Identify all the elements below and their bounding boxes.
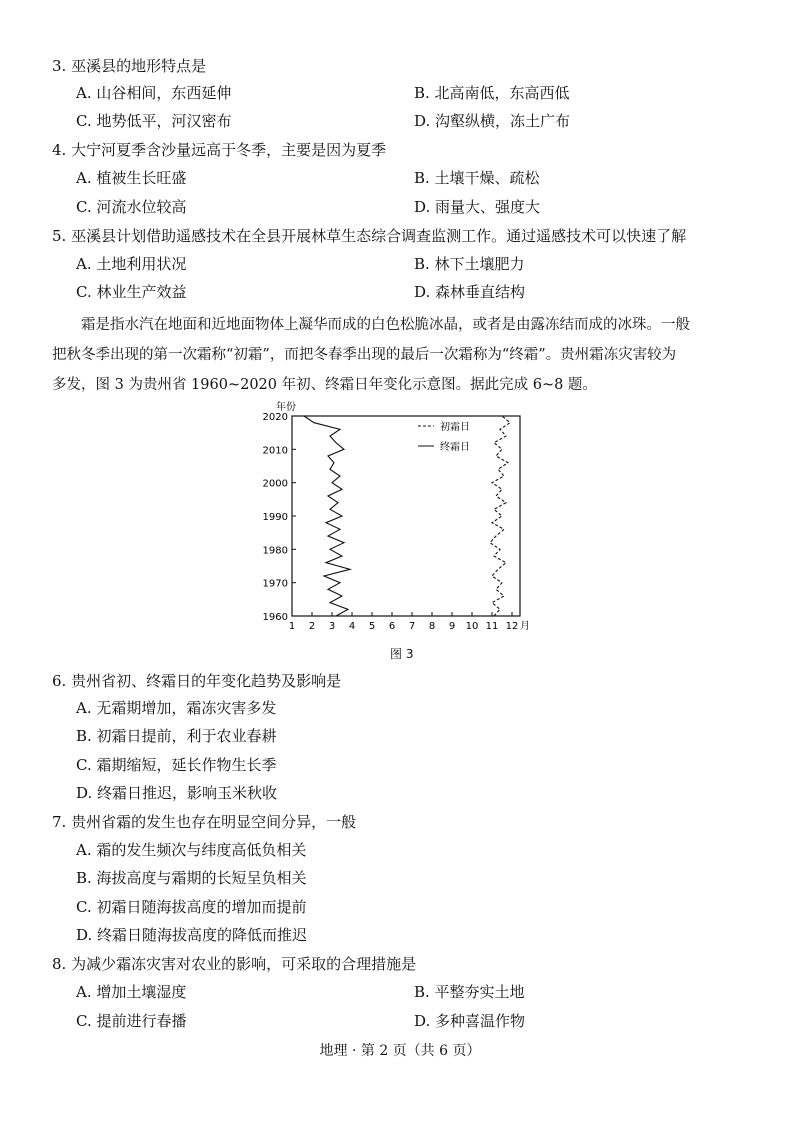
q6-option-c: C. 霜期缩短，延长作物生长季 (76, 756, 277, 774)
x-tick-label: 10 (465, 621, 479, 632)
y-tick-label: 2000 (262, 478, 288, 490)
q6-option-b: B. 初霜日提前，利于农业春耕 (76, 727, 277, 745)
q5-option-c: C. 林业生产效益 (76, 283, 187, 301)
q7-option-d: D. 终霜日随海拔高度的降低而推迟 (76, 926, 308, 944)
x-tick-label: 1 (288, 621, 296, 632)
q5-stem: 5. 巫溪县计划借助遥感技术在全县开展林草生态综合调查监测工作。通过遥感技术可以快速了解 (52, 227, 687, 245)
q8-stem: 8. 为减少霜冻灾害对农业的影响，可采取的合理措施是 (52, 955, 417, 973)
y-tick-label: 1970 (262, 578, 288, 590)
passage-line-2: 把秋冬季出现的第一次霜称“初霜”，而把冬春季出现的最后一次霜称为“终霜”。贵州霜冻灾害较为 (52, 347, 677, 363)
y-tick-label: 1990 (262, 512, 288, 523)
series-first-frost-line (490, 416, 510, 616)
q3-stem: 3. 巫溪县的地形特点是 (52, 57, 207, 75)
q8-option-b: B. 平整夯实土地 (414, 983, 525, 1001)
q8-option-d: D. 多种喜温作物 (414, 1012, 526, 1030)
y-tick-label: 1960 (262, 612, 288, 623)
q4-option-b: B. 土壤干燥、疏松 (414, 169, 540, 187)
q3-option-c: C. 地势低平，河汉密布 (76, 112, 232, 130)
legend-label-last-frost: 终霜日 (440, 442, 470, 453)
q7-option-c: C. 初霜日随海拔高度的增加而提前 (76, 898, 307, 916)
x-tick-label: 11 (485, 621, 499, 632)
passage-line-3: 多发，图 3 为贵州省 1960~2020 年初、终霜日年变化示意图。据此完成 6~8 题。 (52, 377, 597, 393)
x-tick-label: 12 (505, 621, 519, 632)
q6-stem: 6. 贵州省初、终霜日的年变化趋势及影响是 (52, 672, 342, 690)
q6-option-d: D. 终霜日推迟，影响玉米秋收 (76, 784, 278, 802)
page-footer: 地理 · 第 2 页（共 6 页） (319, 1043, 481, 1059)
q4-stem: 4. 大宁河夏季含沙量远高于冬季，主要是因为夏季 (52, 141, 387, 159)
x-tick-label: 7 (408, 621, 416, 632)
x-tick-label: 4 (348, 621, 356, 632)
q6-option-a: A. 无霜期增加，霜冻灾害多发 (76, 699, 277, 717)
legend-label-first-frost: 初霜日 (440, 422, 470, 433)
passage (52, 310, 752, 400)
q5-option-d: D. 森林垂直结构 (414, 283, 526, 301)
q5-option-a: A. 土地利用状况 (76, 255, 187, 273)
y-tick-label: 1980 (262, 545, 288, 557)
frost-chart (250, 394, 550, 634)
q3-option-b: B. 北高南低，东高西低 (414, 84, 570, 102)
y-tick-label: 2010 (262, 445, 288, 457)
q4-option-c: C. 河流水位较高 (76, 198, 187, 216)
x-tick-label: 6 (388, 621, 396, 632)
figure-caption: 图 3 (390, 647, 414, 661)
q3-option-d: D. 沟壑纵横，冻土广布 (414, 112, 571, 130)
y-axis-label: 年份 (276, 402, 296, 413)
y-tick-label: 2020 (262, 412, 288, 423)
x-tick-label: 9 (448, 621, 456, 632)
q5-option-b: B. 林下土壤肥力 (414, 255, 525, 273)
plot-frame (292, 416, 520, 616)
x-tick-label: 2 (308, 621, 316, 632)
q3-option-a: A. 山谷相间，东西延伸 (76, 84, 232, 102)
chart-svg (250, 394, 550, 634)
q4-option-a: A. 植被生长旺盛 (76, 169, 187, 187)
passage-line-1: 霜是指水汽在地面和近地面物体上凝华而成的白色松脆冰晶，或者是由露冻结而成的冰珠。一般 (81, 317, 690, 333)
q8-option-c: C. 提前进行春播 (76, 1012, 187, 1030)
series-last-frost-line (304, 416, 350, 616)
q7-stem: 7. 贵州省霜的发生也存在明显空间分异，一般 (52, 813, 357, 831)
q4-option-d: D. 雨量大、强度大 (414, 198, 541, 216)
q7-option-b: B. 海拔高度与霜期的长短呈负相关 (76, 869, 307, 887)
x-tick-label: 5 (368, 621, 376, 632)
frost-chart-svg-container (250, 394, 550, 634)
q8-option-a: A. 增加土壤湿度 (76, 983, 187, 1001)
x-axis-label: 月 (520, 621, 530, 632)
x-tick-label: 3 (328, 621, 336, 632)
q7-option-a: A. 霜的发生频次与纬度高低负相关 (76, 841, 307, 859)
x-tick-label: 8 (428, 621, 436, 632)
